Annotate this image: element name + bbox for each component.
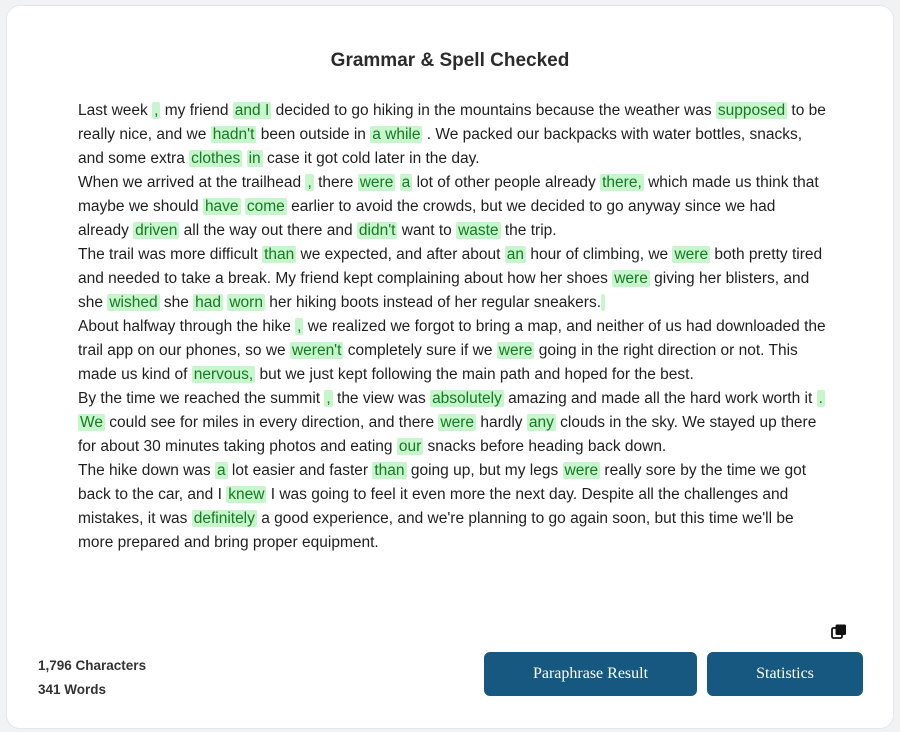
correction-highlight[interactable]: waste — [458, 222, 499, 239]
text-segment: I was going to feel it even more the next day. Despite all the challenges and mistakes, it was — [78, 486, 789, 527]
text-segment: going up, but my legs — [406, 462, 563, 479]
copy-button[interactable] — [829, 622, 849, 642]
correction-highlight[interactable]: a while — [372, 126, 421, 143]
paragraph — [78, 99, 830, 171]
paragraph — [78, 171, 830, 243]
word-count: 341 Words — [38, 682, 107, 697]
correction-highlight[interactable] — [601, 294, 605, 311]
text-segment: The trail was more difficult — [78, 246, 263, 263]
paragraph — [78, 459, 830, 555]
page-title: Grammar & Spell Checked — [330, 50, 570, 71]
text-segment: both pretty tired and needed to take a break. My friend kept complaining about how her shoes — [78, 246, 823, 287]
text-segment: giving her blisters, and she — [78, 270, 810, 311]
text-segment: case it got cold later in the day. — [262, 150, 480, 167]
text-segment: amazing and made all the hard work worth it — [503, 390, 817, 407]
text-segment: By the time we reached the summit — [78, 390, 325, 407]
correction-highlight[interactable]: were — [440, 414, 475, 431]
text-segment: snacks before heading back down. — [423, 438, 667, 455]
text-segment: all the way out there and — [179, 222, 357, 239]
text-segment: want to — [397, 222, 457, 239]
text-segment: could see for miles in every direction, and there — [104, 414, 439, 431]
text-segment: the trip. — [500, 222, 557, 239]
text-segment — [242, 150, 246, 167]
correction-highlight[interactable]: were — [614, 270, 648, 287]
correction-highlight[interactable]: driven — [135, 222, 178, 239]
text-segment: . We packed our backpacks with water bottles, snacks, and some extra — [78, 126, 803, 167]
text-segment: completely sure if we — [343, 342, 497, 359]
text-segment: been outside in — [256, 126, 371, 143]
correction-highlight[interactable]: a — [217, 462, 226, 479]
correction-highlight[interactable]: a — [401, 174, 411, 191]
character-count: 1,796 Characters — [38, 658, 147, 673]
checked-text — [78, 99, 830, 555]
text-segment: earlier to avoid the crowds, but we decided to go anyway since we had already — [78, 198, 776, 239]
text-segment: the view was — [332, 390, 431, 407]
correction-highlight[interactable]: were — [359, 174, 394, 191]
correction-highlight[interactable]: in — [248, 150, 261, 167]
correction-highlight[interactable]: nervous, — [193, 366, 254, 383]
correction-highlight[interactable]: than — [374, 462, 405, 479]
correction-highlight[interactable]: definitely — [193, 510, 255, 527]
correction-highlight[interactable]: weren't — [291, 342, 342, 359]
text-segment: About halfway through the hike — [78, 318, 296, 335]
text-segment: The hike down was — [78, 462, 215, 479]
correction-highlight[interactable]: an — [506, 246, 525, 263]
text-segment: we realized we forgot to bring a map, and neither of us had downloaded the trail app on our phones, so we — [78, 318, 826, 359]
correction-highlight[interactable]: supposed — [717, 102, 786, 119]
correction-highlight[interactable]: there, — [602, 174, 642, 191]
correction-highlight[interactable]: knew — [228, 486, 265, 503]
correction-highlight[interactable]: any — [528, 414, 554, 431]
paragraph — [78, 315, 830, 387]
correction-highlight[interactable]: , — [154, 102, 159, 119]
text-segment: lot of other people already — [412, 174, 601, 191]
text-segment: she — [159, 294, 194, 311]
correction-highlight[interactable]: . — [818, 390, 823, 407]
correction-highlight[interactable]: have — [204, 198, 239, 215]
text-segment: When we arrived at the trailhead — [78, 174, 306, 191]
text-segment: really sore by the time we got back to the car, and I — [78, 462, 807, 503]
correction-highlight[interactable]: absolutely — [432, 390, 502, 407]
text-segment: a good experience, and we're planning to go again soon, but this time we'll be more prepared and bring proper equipment. — [78, 510, 794, 551]
correction-highlight[interactable]: had — [195, 294, 222, 311]
text-segment: lot easier and faster — [227, 462, 373, 479]
text-segment: Last week — [78, 102, 153, 119]
text-segment: but we just kept following the main path and hoped for the best. — [255, 366, 694, 383]
text-segment: her hiking boots instead of her regular sneakers. — [264, 294, 601, 311]
correction-highlight[interactable]: hadn't — [212, 126, 255, 143]
text-segment: we expected, and after about — [296, 246, 505, 263]
text-segment: hardly — [476, 414, 527, 431]
correction-highlight[interactable]: our — [398, 438, 422, 455]
text-stats — [38, 654, 146, 702]
copy-icon — [829, 622, 849, 642]
correction-highlight[interactable]: come — [246, 198, 285, 215]
text-segment: to be really nice, and we — [78, 102, 826, 143]
text-segment: clouds in the sky. We stayed up there for about 30 minutes taking photos and eating — [78, 414, 817, 455]
paragraph — [78, 243, 830, 315]
correction-highlight[interactable]: were — [674, 246, 709, 263]
correction-highlight[interactable]: were — [498, 342, 533, 359]
correction-highlight[interactable]: , — [297, 318, 302, 335]
statistics-button[interactable]: Statistics — [707, 652, 863, 696]
correction-highlight[interactable]: wished — [109, 294, 158, 311]
text-segment: hour of climbing, we — [526, 246, 673, 263]
correction-highlight[interactable]: clothes — [191, 150, 241, 167]
text-segment — [395, 174, 399, 191]
correction-highlight[interactable]: We — [80, 414, 103, 431]
correction-highlight[interactable]: than — [264, 246, 295, 263]
correction-highlight[interactable]: worn — [229, 294, 263, 311]
correction-highlight[interactable]: , — [307, 174, 312, 191]
correction-highlight[interactable]: didn't — [358, 222, 396, 239]
paragraph — [78, 387, 830, 459]
correction-highlight[interactable]: and I — [234, 102, 270, 119]
correction-highlight[interactable]: were — [564, 462, 599, 479]
text-segment: going in the right direction or not. This made us kind of — [78, 342, 798, 383]
text-segment: there — [313, 174, 358, 191]
text-segment: decided to go hiking in the mountains because the weather was — [271, 102, 716, 119]
paraphrase-result-button[interactable]: Paraphrase Result — [484, 652, 697, 696]
correction-highlight[interactable]: , — [326, 390, 331, 407]
text-segment: which made us think that maybe we should — [78, 174, 819, 215]
text-segment: my friend — [160, 102, 233, 119]
